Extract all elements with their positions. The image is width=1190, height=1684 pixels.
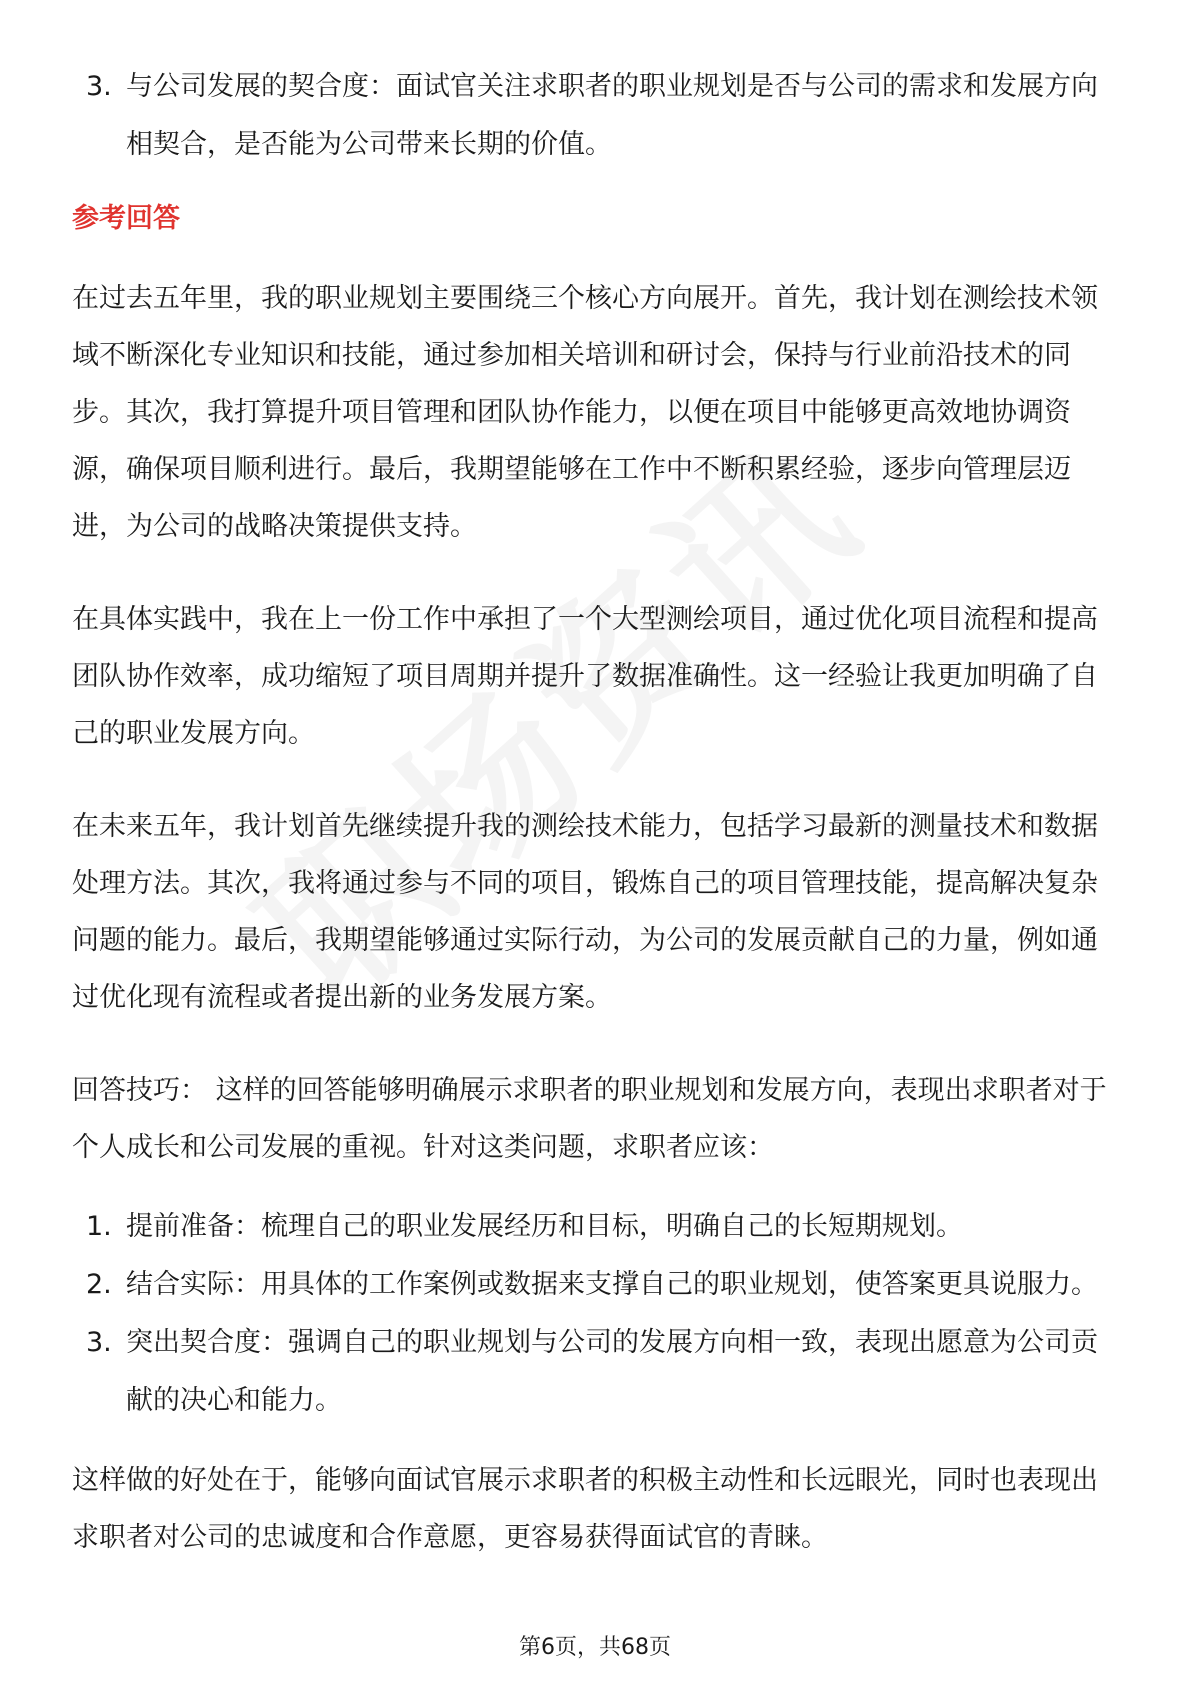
list-item	[72, 58, 1122, 174]
list-item	[72, 1314, 1122, 1430]
list-item-text: 提前准备：梳理自己的职业发展经历和目标，明确自己的长短期规划。	[126, 1211, 963, 1242]
closing-paragraph: 这样做的好处在于，能够向面试官展示求职者的积极主动性和长远眼光，同时也表现出求职者对公司的忠诚度和合作意愿，更容易获得面试官的青睐。	[72, 1465, 1098, 1553]
list-item-text: 与公司发展的契合度：面试官关注求职者的职业规划是否与公司的需求和发展方向相契合，是否能为公司带来长期的价值。	[126, 71, 1098, 160]
tips-intro: 回答技巧： 这样的回答能够明确展示求职者的职业规划和发展方向，表现出求职者对于个人成长和公司发展的重视。针对这类问题，求职者应该：	[72, 1075, 1107, 1163]
tips-list	[72, 1198, 1122, 1430]
list-item-text: 结合实际：用具体的工作案例或数据来支撑自己的职业规划，使答案更具说服力。	[126, 1269, 1098, 1300]
answer-paragraph: 在具体实践中，我在上一份工作中承担了一个大型测绘项目，通过优化项目流程和提高团队协作效率，成功缩短了项目周期并提升了数据准确性。这一经验让我更加明确了自己的职业发展方向。	[72, 604, 1098, 749]
list-number: 1.	[86, 1211, 112, 1242]
answer-paragraph: 在过去五年里，我的职业规划主要围绕三个核心方向展开。首先，我计划在测绘技术领域不断深化专业知识和技能，通过参加相关培训和研讨会，保持与行业前沿技术的同步。其次，我打算提升项目管理和团队协作能力，以便在项目中能够更高效地协调资源，确保项目顺利进行。最后，我期望能够在工作中不断积累经验，逐步向管理层迈进，为公司的战略决策提供支持。	[72, 283, 1098, 542]
list-number: 2.	[86, 1269, 112, 1300]
list-item-text: 突出契合度：强调自己的职业规划与公司的发展方向相一致，表现出愿意为公司贡献的决心和能力。	[126, 1327, 1098, 1416]
list-number: 3.	[86, 71, 112, 102]
criteria-list	[72, 58, 1122, 174]
section-title: 参考回答	[72, 203, 180, 234]
page-content	[72, 58, 1122, 1566]
answer-paragraph: 在未来五年，我计划首先继续提升我的测绘技术能力，包括学习最新的测量技术和数据处理方法。其次，我将通过参与不同的项目，锻炼自己的项目管理技能，提高解决复杂问题的能力。最后，我期望能够通过实际行动，为公司的发展贡献自己的力量，例如通过优化现有流程或者提出新的业务发展方案。	[72, 811, 1098, 1013]
list-item	[72, 1256, 1122, 1314]
list-item	[72, 1198, 1122, 1256]
page-footer: 第6页，共68页	[519, 1635, 671, 1660]
list-number: 3.	[86, 1327, 112, 1358]
